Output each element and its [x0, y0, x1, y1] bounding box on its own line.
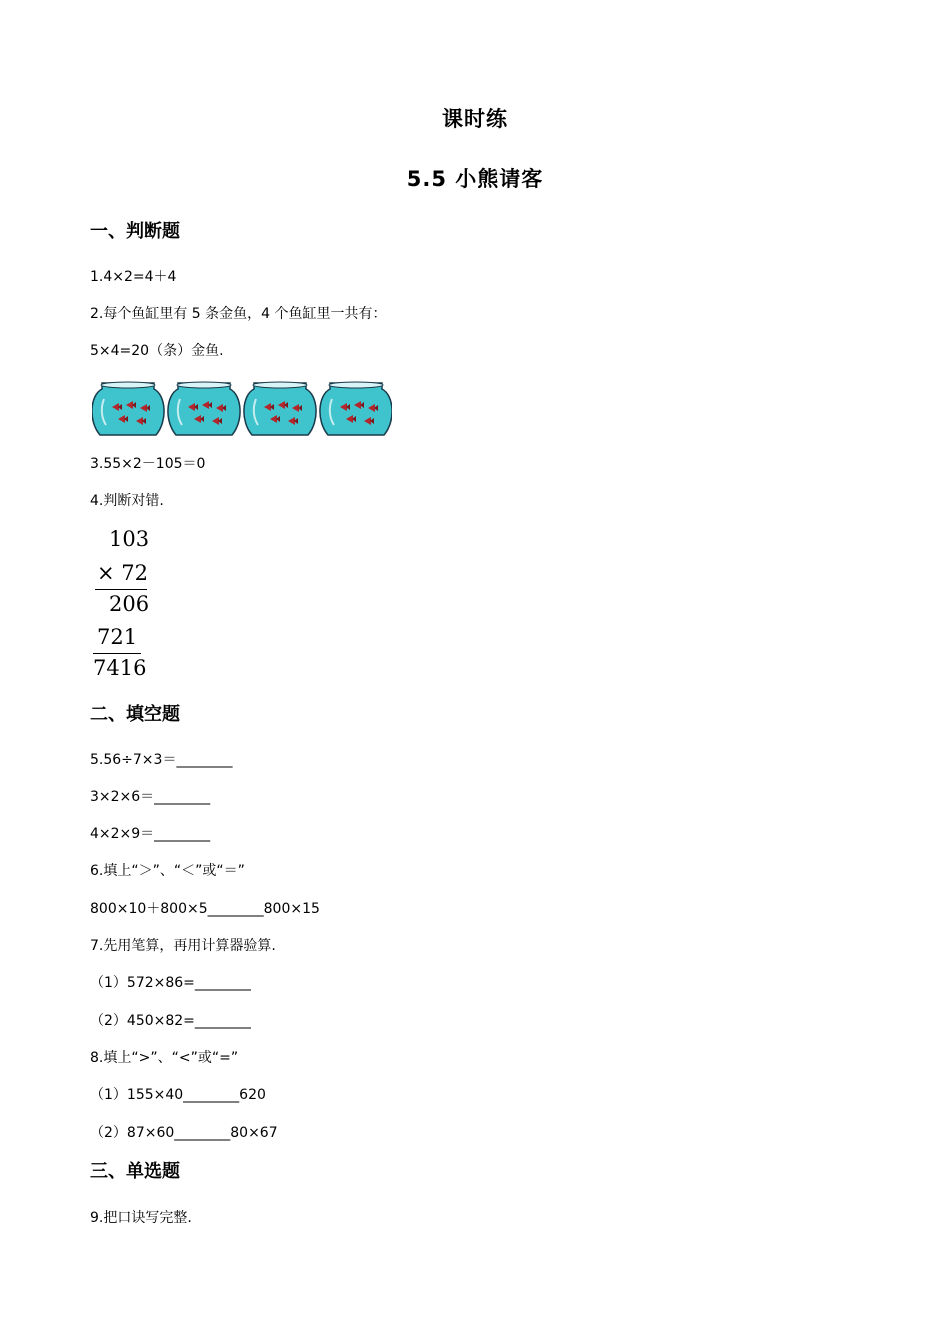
- question-2-text: 2.每个鱼缸里有 5 条金鱼，4 个鱼缸里一共有：: [90, 306, 387, 322]
- question-5c: 4×2×9＝________: [90, 826, 211, 842]
- vm-partial-product-1: 206: [109, 592, 150, 616]
- question-6: 6.填上“＞”、“＜”或“＝”: [90, 863, 245, 879]
- page-title: 课时练: [442, 107, 508, 131]
- section-heading-judgement: 一、判断题: [90, 221, 180, 242]
- fish-tanks-illustration: [92, 377, 392, 439]
- question-8-part-1: （1）155×40________620: [90, 1087, 266, 1103]
- vm-multiplier: × 72: [97, 561, 148, 585]
- question-7-part-2: （2）450×82=________: [90, 1013, 251, 1029]
- vm-multiplicand: 103: [109, 527, 150, 551]
- section-heading-single-choice: 三、单选题: [90, 1161, 180, 1182]
- question-4: 4.判断对错.: [90, 493, 164, 509]
- question-8: 8.填上“>”、“<”或“=”: [90, 1050, 239, 1066]
- question-8-part-2: （2）87×60________80×67: [90, 1125, 278, 1141]
- fish-tank-4: [320, 382, 392, 435]
- question-9: 9.把口诀写完整.: [90, 1210, 192, 1226]
- question-5a: 5.56÷7×3＝________: [90, 752, 233, 768]
- question-1: 1.4×2=4＋4: [90, 269, 177, 285]
- question-5b: 3×2×6＝________: [90, 789, 211, 805]
- fish-tank-1: [92, 382, 164, 435]
- section-heading-fill-blank: 二、填空题: [90, 704, 180, 725]
- question-6-expression: 800×10＋800×5________800×15: [90, 901, 320, 917]
- question-3: 3.55×2－105＝0: [90, 456, 206, 472]
- lesson-title: 5.5 小熊请客: [406, 167, 544, 191]
- vm-partial-product-2: 721: [97, 625, 138, 649]
- fish-tank-2: [168, 382, 240, 435]
- question-7: 7.先用笔算，再用计算器验算.: [90, 938, 276, 954]
- vertical-multiplication: [90, 527, 160, 685]
- question-7-part-1: （1）572×86=________: [90, 975, 251, 991]
- vm-rule-1: [95, 589, 147, 590]
- vm-rule-2: [93, 653, 141, 654]
- fish-tank-3: [244, 382, 316, 435]
- vm-result: 7416: [93, 656, 147, 680]
- question-2-statement: 5×4=20（条）金鱼.: [90, 343, 224, 359]
